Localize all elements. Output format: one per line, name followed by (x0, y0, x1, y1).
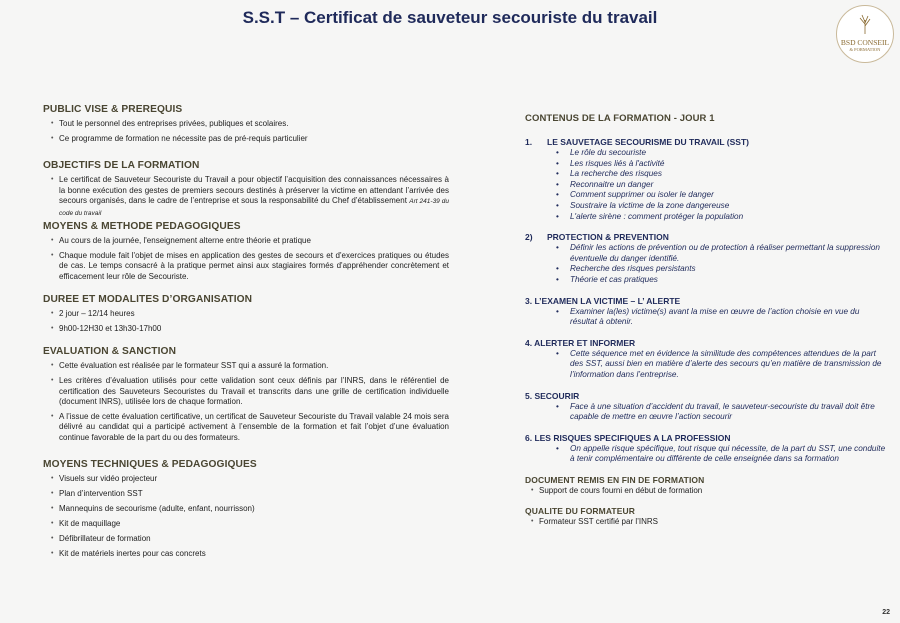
list-item: • Les risques liés à l'activité (570, 159, 887, 170)
list-item: • Au cours de la journée, l'enseignement alterne entre théorie et pratique (51, 236, 449, 246)
list-item: • Cette évaluation est réalisée par le formateur SST qui a assuré la formation. (51, 361, 449, 371)
logo-name: BSD CONSEIL (840, 38, 890, 47)
list-item: • Les critères d’évaluation utilisés pour cette validation sont ceux définis par l’INRS, dans le référentiel de certification des Sauveteurs Secouristes du Travail et transcrits dans une grille de certification individuelle (document INRS), utilisée lors de chaque formation. (51, 376, 449, 407)
list-item (51, 175, 449, 219)
section-moyens (43, 221, 449, 282)
list-item: • Recherche des risques persistants (570, 264, 887, 275)
list-item: • Définir les actions de prévention ou de protection à réaliser permettant la suppression éventuelle du danger identifié. (570, 243, 887, 264)
section-heading: MOYENS & METHODE PEDAGOGIQUES (43, 220, 241, 232)
list-item: • Chaque module fait l'objet de mises en application des gestes de secours et d'exercices pratiques ou études de cas. Le temps consacré à la pratique permet ainsi aux stagiaires formés d'appréhender concrètement et efficacement leur rôle de Secouriste. (51, 251, 449, 282)
section-heading: MOYENS TECHNIQUES & PEDAGOGIQUES (43, 459, 257, 471)
module-4 (525, 338, 887, 381)
section-heading: DUREE ET MODALITES D’ORGANISATION (43, 294, 253, 306)
legal-reference: Art 241-39 du code du travail (59, 198, 449, 217)
list-item: • Visuels sur vidéo projecteur (51, 474, 449, 484)
module-6 (525, 433, 887, 465)
list-item: • Cette séquence met en évidence la similitude des compétences attendues de la part des SST, aussi bien en matière d’alerte des secours qu’en matière de transmission de l’information dans l’entreprise. (570, 349, 887, 381)
module-5 (525, 391, 887, 423)
module-number: 2) (525, 232, 533, 243)
module-number: 1. (525, 137, 533, 147)
list-item: • Plan d’intervention SST (51, 489, 449, 499)
list-item: • Kit de matériels inertes pour cas concrets (51, 549, 449, 559)
objectifs-text: Le certificat de Sauveteur Secouriste du Travail a pour objectif l’acquisition des connaissances nécessaires à la bonne exécution des gestes de premiers secours destinés à préserver la victime en attendant l’arrivée des secours organisés, dans le cadre de l’entreprise et sous la responsabilité du Chef d’établissement (59, 175, 449, 206)
module-heading: 6. LES RISQUES SPECIFIQUES A LA PROFESSION (525, 432, 731, 443)
list-item: • L'alerte sirène : comment protéger la population (570, 212, 887, 223)
list-item: • Formateur SST certifié par l’INRS (531, 517, 887, 527)
list-item: • Mannequins de secourisme (adulte, enfant, nourrisson) (51, 504, 449, 514)
module-heading: 4. ALERTER ET INFORMER (525, 337, 636, 348)
list-item: • Support de cours fourni en début de formation (531, 486, 887, 496)
section-qualite (525, 506, 887, 527)
module-1 (525, 137, 887, 222)
module-title: PROTECTION & PREVENTION (547, 232, 669, 243)
list-item: • 9h00-12H30 et 13h30-17h00 (51, 324, 449, 334)
list-item: • Face à une situation d’accident du travail, le sauveteur-secouriste du travail doit être capable de mettre en œuvre l’action secourir (570, 402, 887, 423)
section-duree (43, 294, 449, 334)
section-heading: DOCUMENT REMIS EN FIN DE FORMATION (525, 474, 705, 485)
logo-plant-icon (857, 14, 873, 34)
list-item: • 2 jour – 12/14 heures (51, 309, 449, 319)
list-item: • Reconnaitre un danger (570, 180, 887, 191)
list-item: • A l’issue de cette évaluation certificative, un certificat de Sauveteur Secouriste du Travail valable 24 mois sera délivré au candidat qui a participé activement à l’ensemble de la formation et fait l’objet d’une évaluation continue favorable de la part du ou des formateurs. (51, 412, 449, 443)
list-item: • On appelle risque spécifique, tout risque qui nécessite, de la part du SST, une conduite à tenir complémentaire ou différente de celle enseignée dans sa formation (570, 444, 887, 465)
list-item: • Comment supprimer ou isoler le danger (570, 190, 887, 201)
list-item: • Tout le personnel des entreprises privées, publiques et scolaires. (51, 119, 449, 129)
section-document (525, 475, 887, 496)
section-techniques (43, 459, 449, 559)
section-heading: QUALITE DU FORMATEUR (525, 506, 635, 517)
module-3 (525, 296, 887, 328)
page-title: S.S.T – Certificat de sauveteur secouriste du travail (242, 8, 658, 27)
module-title: LE SAUVETAGE SECOURISME DU TRAVAIL (SST) (547, 137, 749, 147)
module-heading: 5. SECOURIR (525, 390, 580, 401)
section-objectifs (43, 160, 449, 219)
contenus-heading: CONTENUS DE LA FORMATION - JOUR 1 (525, 113, 715, 124)
list-item: • La recherche des risques (570, 169, 887, 180)
section-heading: OBJECTIFS DE LA FORMATION (43, 160, 200, 172)
right-column (525, 113, 887, 528)
page-number: 22 (882, 609, 890, 616)
company-logo (836, 5, 894, 63)
section-heading: EVALUATION & SANCTION (43, 346, 177, 358)
list-item: • Examiner la(les) victime(s) avant la mise en œuvre de l’action choisie en vue du résultat à obtenir. (570, 307, 887, 328)
module-heading (525, 232, 887, 242)
module-heading: 3. L’EXAMEN LA VICTIME – L’ ALERTE (525, 295, 681, 306)
list-item: • Soustraire la victime de la zone dangereuse (570, 201, 887, 212)
section-public (43, 104, 449, 144)
list-item: • Défibrillateur de formation (51, 534, 449, 544)
section-heading: PUBLIC VISE & PREREQUIS (43, 104, 183, 115)
module-2 (525, 232, 887, 285)
module-heading (525, 137, 887, 147)
left-column (43, 104, 449, 564)
list-item: • Théorie et cas pratiques (570, 275, 887, 286)
logo-sub: & FORMATION (849, 47, 881, 52)
list-item: • Le rôle du secouriste (570, 148, 887, 159)
section-evaluation (43, 346, 449, 443)
list-item: • Kit de maquillage (51, 519, 449, 529)
list-item: • Ce programme de formation ne nécessite pas de pré-requis particulier (51, 134, 449, 144)
